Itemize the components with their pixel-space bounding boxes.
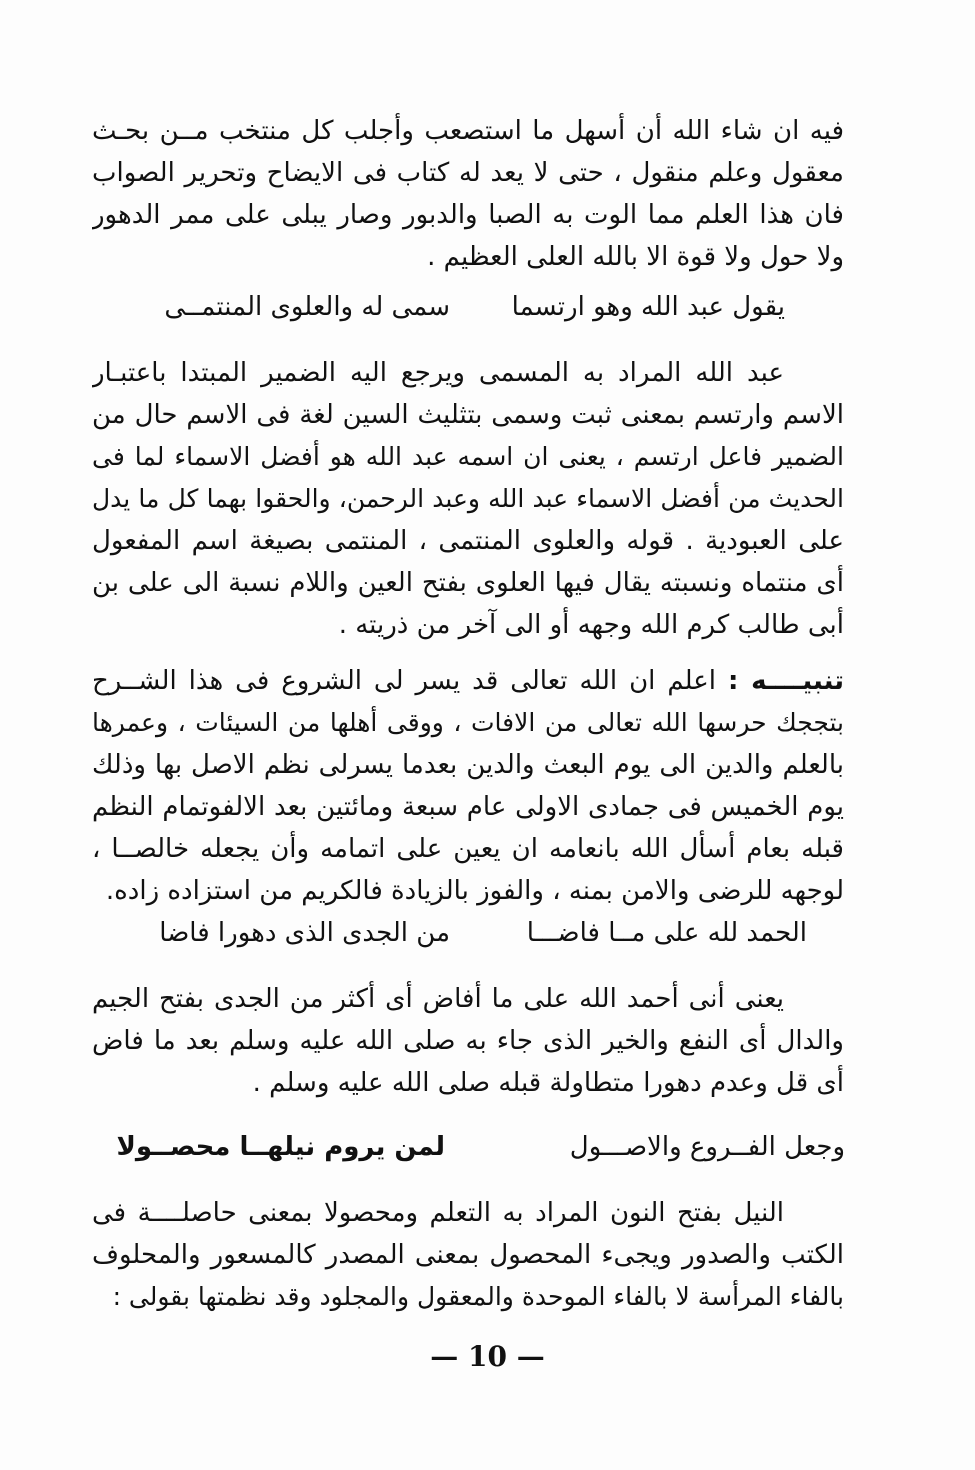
verse-first-hemistich: الحمد لله على مــا فاضـــا <box>526 918 807 948</box>
text-line: الحديث من أفضل الاسماء عبد الله وعبد الرحمن، والحقوا بهما كل ما يدل <box>92 484 844 513</box>
verse-3 <box>0 1126 975 1168</box>
text-line: معقول وعلم منقول ، حتى لا يعد له كتاب فى الايضاح وتحرير الصواب <box>92 158 844 188</box>
text-line: أى منتماه ونسبته يقال فيها العلوى بفتح العين واللام نسبة الى على بن <box>92 568 844 598</box>
text-line: يعنى أنى أحمد الله على ما أفاض أى أكثر من الجدى بفتح الجيم <box>92 984 784 1014</box>
paragraph-4 <box>92 978 844 1104</box>
paragraph-5 <box>92 1192 844 1318</box>
verse-1 <box>0 286 975 328</box>
text-line <box>92 660 844 702</box>
verse-2 <box>0 912 975 954</box>
verse-second-hemistich: من الجدى الذى دهورا فاضا <box>159 918 450 948</box>
paragraph-2 <box>92 352 844 646</box>
notice-label: تنبيــــه : <box>727 666 844 696</box>
text-line: النيل بفتح النون المراد به التعلم ومحصولا بمعنى حاصلــــة فى <box>92 1198 784 1228</box>
text-line: على العبودية . قوله والعلوى المنتمى ، المنتمى بصيغة اسم المفعول <box>92 526 844 556</box>
text-line: الضمير فاعل ارتسم ، يعنى ان اسمه عبد الله هو أفضل الاسماء لما فى <box>92 442 844 471</box>
text-line: بالفاء المرأسة لا بالفاء الموحدة والمعقول والمجلود وقد نظمتها بقولى : <box>112 1282 844 1311</box>
verse-first-hemistich: وجعل الفــروع والاصـــول <box>569 1132 845 1162</box>
text-line: عبد الله المراد به المسمى ويرجع اليه الضمير المبتدا باعتبـار <box>92 358 784 388</box>
text-line: أى قل وعدم دهورا متطاولة قبله صلى الله عليه وسلم . <box>252 1068 844 1098</box>
text-line: يوم الخميس فى جمادى الاولى عام سبعة ومائتين بعد الالفوتمام النظم <box>92 792 844 822</box>
verse-first-hemistich: يقول عبد الله وهو ارتسما <box>511 292 785 322</box>
text-line: فيه ان شاء الله أن أسهل ما استصعب وأجلب كل منتخب مــن بحـث <box>92 116 844 146</box>
paragraph-1 <box>92 110 844 278</box>
text-line: بالعلم والدين الى يوم البعث والدين بعدما يسرلى نظم الاصل بها وذلك <box>92 750 844 780</box>
notice-line-text: اعلم ان الله تعالى قد يسر لى الشروع فى هذا الشــرح <box>92 666 716 696</box>
text-line: لوجهه للرضى والامن بمنه ، والفوز بالزيادة فالكريم من استزاده زاده. <box>105 876 844 906</box>
text-line: بتججك حرسها الله تعالى من الافات ، ووقى أهلها من السيئات ، وعمرها <box>92 708 844 737</box>
text-line: فان هذا العلم مما الوت به الصبا والدبور وصار يبلى على ممر الدهور <box>92 200 844 230</box>
text-line: ولا حول ولا قوة الا بالله العلى العظيم . <box>427 242 844 272</box>
text-line: الاسم وارتسم بمعنى ثبت وسمى بتثليث السين لغة فى الاسم حال من <box>92 400 844 430</box>
text-line: والدال أى النفع والخير الذى جاء به صلى الله عليه وسلم بعد ما فاض <box>92 1026 844 1056</box>
page-number: — 10 — <box>430 1340 545 1373</box>
text-line: قبله بعام أسأل الله بانعامه ان يعين على اتمامه وأن يجعله خالصــا ، <box>92 834 844 864</box>
text-line: أبى طالب كرم الله وجهه أو الى آخر من ذريته . <box>338 610 844 640</box>
text-line: الكتب والصدور ويجىء المحصول بمعنى المصدر كالمسعور والمحلوف <box>92 1240 844 1270</box>
verse-second-hemistich: لمن يروم نيلهــا محصــولا <box>116 1132 445 1162</box>
paragraph-3-notice <box>92 660 844 912</box>
verse-second-hemistich: سمى له والعلوى المنتمــى <box>164 292 450 322</box>
